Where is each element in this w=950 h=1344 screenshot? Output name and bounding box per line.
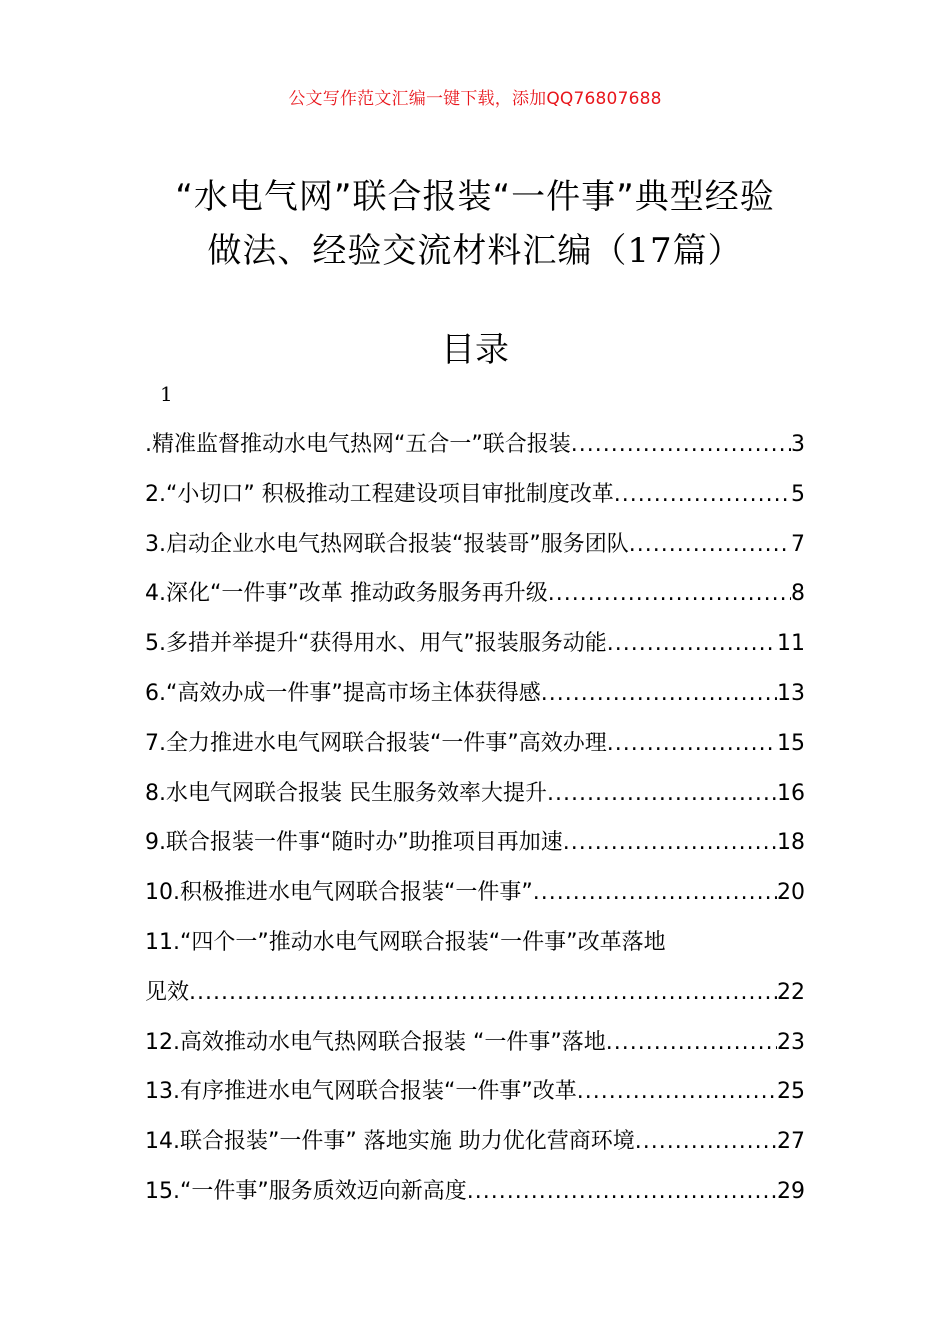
toc-dot-leader bbox=[635, 1117, 777, 1167]
toc-heading: 目录 bbox=[441, 330, 509, 370]
toc-entry-label: 8.水电气网联合报装 民生服务效率大提升 bbox=[145, 780, 547, 806]
toc-entry-page-number: 23 bbox=[777, 1029, 805, 1055]
toc-entry[interactable] bbox=[145, 968, 805, 1018]
toc-entry[interactable] bbox=[145, 1117, 805, 1167]
toc-entry[interactable] bbox=[145, 918, 805, 968]
toc-entry-page-number: 11 bbox=[777, 631, 805, 657]
toc-dot-leader bbox=[577, 1067, 777, 1117]
toc-entry-label: .精准监督推动水电气热网“五合一”联合报装 bbox=[145, 432, 571, 457]
toc-entry[interactable] bbox=[145, 719, 805, 769]
toc-entry[interactable] bbox=[145, 669, 805, 719]
toc-entry-page-number: 20 bbox=[777, 880, 805, 906]
title-line-2-suffix: 篇） bbox=[672, 231, 743, 271]
toc-entry-label: 11.“四个一”推动水电气网联合报装“一件事”改革落地 bbox=[145, 929, 666, 955]
header-download-note: 公文写作范文汇编一键下载，添加QQ76807688 bbox=[288, 89, 662, 109]
toc-dot-leader bbox=[548, 569, 791, 619]
toc-entry-label: 10.积极推进水电气网联合报装“一件事” bbox=[145, 880, 533, 906]
toc-entry-label: 6.“高效办成一件事”提高市场主体获得感 bbox=[145, 680, 541, 706]
toc-entry-page-number: 13 bbox=[777, 680, 805, 706]
toc-dot-leader bbox=[541, 669, 777, 719]
toc-entry-label: 4.深化“一件事”改革 推动政务服务再升级 bbox=[145, 581, 548, 607]
toc-dot-leader bbox=[547, 769, 777, 819]
document-title bbox=[90, 170, 860, 278]
toc-dot-leader bbox=[467, 1167, 777, 1217]
toc-dot-leader bbox=[606, 1018, 777, 1068]
toc-entry[interactable] bbox=[145, 769, 805, 819]
toc-dot-leader bbox=[533, 868, 777, 918]
title-line-2-prefix: 做法、经验交流材料汇编（ bbox=[207, 231, 628, 271]
toc-dot-leader bbox=[607, 719, 777, 769]
toc-entry[interactable] bbox=[145, 1167, 805, 1217]
toc-entry-label: 3.启动企业水电气热网联合报装“报装哥”服务团队 bbox=[145, 531, 629, 557]
toc-entry-label: 15.“一件事”服务质效迈向新高度 bbox=[145, 1178, 467, 1204]
toc-entry-label: 7.全力推进水电气网联合报装“一件事”高效办理 bbox=[145, 730, 607, 756]
title-line-1: “水电气网”联合报装“一件事”典型经验 bbox=[175, 177, 775, 217]
toc-entry[interactable] bbox=[145, 420, 805, 470]
toc-entry-page-number: 22 bbox=[777, 979, 805, 1005]
page-marker: 1 bbox=[160, 382, 173, 406]
toc-entry-label: 13.有序推进水电气网联合报装“一件事”改革 bbox=[145, 1079, 577, 1105]
toc-entry[interactable] bbox=[145, 868, 805, 918]
toc-entry-page-number: 29 bbox=[777, 1178, 805, 1204]
toc-entry-label: 12.高效推动水电气热网联合报装 “一件事”落地 bbox=[145, 1029, 606, 1055]
toc-entry-page-number: 15 bbox=[777, 730, 805, 756]
toc-dot-leader bbox=[571, 420, 791, 470]
toc-entry[interactable] bbox=[145, 1018, 805, 1068]
toc-dot-leader bbox=[189, 968, 777, 1018]
toc-entry-page-number: 7 bbox=[791, 531, 805, 557]
title-count: 17 bbox=[627, 231, 673, 271]
toc-dot-leader bbox=[614, 470, 791, 520]
toc-entry-label: 9.联合报装一件事“随时办”助推项目再加速 bbox=[145, 830, 563, 856]
toc-entry-page-number: 5 bbox=[791, 481, 805, 507]
table-of-contents bbox=[145, 420, 805, 1217]
toc-dot-leader bbox=[629, 520, 791, 570]
toc-entry-label: 14.联合报装”一件事” 落地实施 助力优化营商环境 bbox=[145, 1129, 635, 1155]
toc-entry-page-number: 3 bbox=[791, 432, 805, 457]
toc-entry-label: 2.“小切口” 积极推动工程建设项目审批制度改革 bbox=[145, 481, 614, 507]
toc-entry[interactable] bbox=[145, 569, 805, 619]
toc-entry[interactable] bbox=[145, 520, 805, 570]
toc-entry-page-number: 16 bbox=[777, 780, 805, 806]
toc-entry-page-number: 18 bbox=[777, 830, 805, 856]
toc-entry-page-number: 25 bbox=[777, 1079, 805, 1105]
toc-entry[interactable] bbox=[145, 818, 805, 868]
toc-entry-label: 5.多措并举提升“获得用水、用气”报装服务动能 bbox=[145, 631, 607, 657]
toc-entry-page-number: 27 bbox=[777, 1129, 805, 1155]
toc-entry-page-number: 8 bbox=[791, 581, 805, 607]
toc-entry-label: 见效 bbox=[145, 979, 190, 1005]
toc-dot-leader bbox=[607, 619, 777, 669]
toc-entry[interactable] bbox=[145, 1067, 805, 1117]
title-line-2 bbox=[90, 224, 860, 278]
toc-dot-leader bbox=[563, 818, 777, 868]
toc-entry[interactable] bbox=[145, 619, 805, 669]
toc-entry[interactable] bbox=[145, 470, 805, 520]
